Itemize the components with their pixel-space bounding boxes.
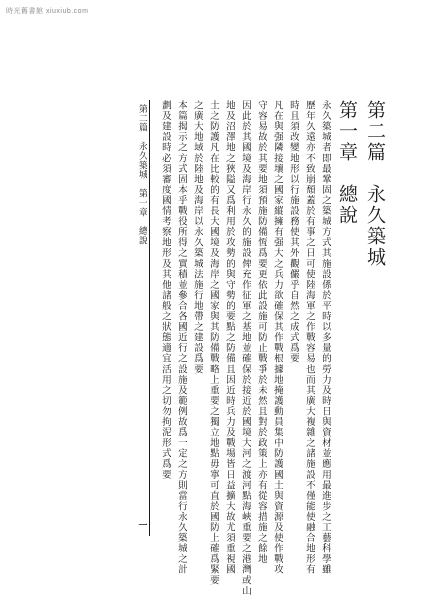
part-title: 第二篇 永久築城: [364, 100, 386, 268]
running-head-rule: [149, 100, 150, 536]
body-column: 之廣大地域於陸地及海岸以永久築城法施行地帶之建設爲要: [192, 100, 203, 375]
body-column: 地及沼澤地之狹隘又爲利用於攻勢的與守勢的要點之防備且因近時兵力及戰場皆日益擴大故尤須重視國: [224, 100, 235, 575]
body-column: 本篇揭示之方式固本乎戰役所得之實積並參合各國近行之設施及範例故爲一定之方則當行永久築城之計: [176, 100, 187, 575]
watermark-text: 時光舊書館 xiuxiub.com: [6, 8, 89, 15]
body-column: 時且須改變地形以行施設務使其外觀儼乎自然之成式爲要: [288, 100, 299, 364]
body-column: 守容易故於其要地須預施防備恆爲要更依此設施可防止戰爭於未然且對於政策上亦有從容措施之餘地: [256, 100, 267, 565]
book-page: [68, 100, 386, 596]
body-column: 歷年久遠亦不致崩頹蓋於有事之日可使陸海軍之作戰容易也而其廣大複雜之諸施設不僅能使融合地形有: [304, 100, 315, 575]
running-head: 第二篇 永久築城 第一章 總說: [137, 104, 147, 245]
body-column: 劃及建設時必須審度國情考察地形及其他諸般之狀態適宜活用之切勿拘泥形式爲要: [160, 100, 171, 480]
body-column: 因此於其國境及海岸行永久的施設俾充作征軍之基地並確保於接近於國境大河之渡河點海峽重要之港灣或山: [240, 100, 251, 596]
body-column: 凡在與强隣接壤之國家縱擁有强大之兵力欲確保其作戰根據地掩護動員集中防護國土與資源及使作戰攻: [272, 100, 283, 575]
page-number: 一: [136, 520, 147, 531]
body-column: 土之防護凡在比較的有長大國境及海岸之國家與其防備戰略上重要之獨立地點毋寧可直於國防上確爲緊要: [208, 100, 219, 586]
body-column: 永久築城者即最鞏固之築城方式其施設係於平時以多量的勞力及時日與資材並應用最進步之工藝科學雖: [320, 100, 331, 575]
chapter-title: 第一章 總說: [336, 100, 358, 226]
